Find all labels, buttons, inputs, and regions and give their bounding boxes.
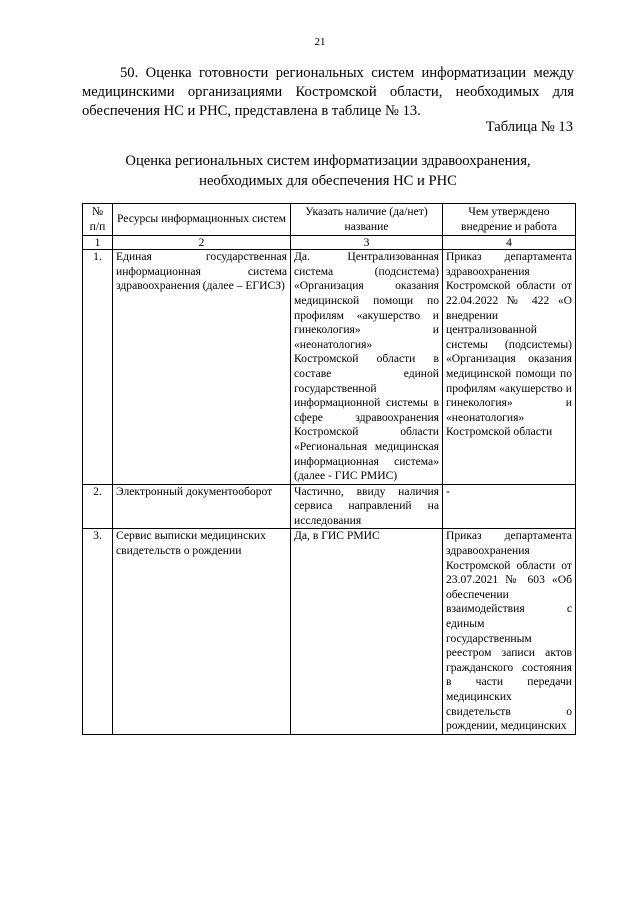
column-number-cell: 2 [113, 236, 291, 250]
column-number-cell: 4 [443, 236, 576, 250]
row-resource-cell: Единая государственная информационная система здравоохранения (далее – ЕГИСЗ) [113, 250, 291, 485]
header-cell-approval: Чем утверждено внедрение и работа [443, 204, 576, 236]
row-number-cell: 1. [83, 250, 113, 485]
intro-paragraph: 50. Оценка готовности региональных систем информатизации между медицинскими организациями Костромской области, необходимых для обеспечения НС и РНС, представлена в таблице № 13. [82, 65, 574, 119]
table-title-line-1: Оценка региональных систем информатизации здравоохранения, [125, 153, 531, 169]
row-availability-cell: Частично, ввиду наличия сервиса направлений на исследования [291, 484, 443, 529]
page-number: 21 [314, 36, 326, 48]
row-availability-cell: Да. Централизованная система (подсистема) «Организация оказания медицинской помощи по профилям «акушерство и гинекология» и «неонатология» Костромской области в составе единой государственной информационной системы в сфере здравоохранения Костромской области «Региональная медицинская информационная система» (далее - ГИС РМИС) [291, 250, 443, 485]
table-title [82, 151, 574, 191]
assessment-table [82, 203, 576, 735]
column-number-cell: 3 [291, 236, 443, 250]
row-number-cell: 3. [83, 529, 113, 734]
row-availability-cell: Да, в ГИС РМИС [291, 529, 443, 734]
table-row [83, 250, 576, 485]
table-row [83, 484, 576, 529]
table-column-number-row [83, 236, 576, 250]
header-cell-resource: Ресурсы информационных систем [113, 204, 291, 236]
table-label: Таблица № 13 [485, 119, 573, 135]
row-resource-cell: Сервис выписки медицинских свидетельств о рождении [113, 529, 291, 734]
row-number-cell: 2. [83, 484, 113, 529]
table-title-line-2: необходимых для обеспечения НС и РНС [199, 173, 457, 189]
row-approval-cell: Приказ департамента здравоохранения Костромской области от 23.07.2021 № 603 «Об обеспечении взаимодействия с единым государственным реестром записи актов гражданского состояния в части передачи медицинских свидетельств о рождении, медицинских [443, 529, 576, 734]
header-cell-number: № п/п [83, 204, 113, 236]
header-cell-availability: Указать наличие (да/нет) название [291, 204, 443, 236]
column-number-cell: 1 [83, 236, 113, 250]
row-approval-cell: Приказ департамента здравоохранения Костромской области от 22.04.2022 № 422 «О внедрении централизованной системы (подсистемы) «Организация оказания медицинской помощи по профилям «акушерство и гинекология» и «неонатология» Костромской области [443, 250, 576, 485]
row-approval-cell: - [443, 484, 576, 529]
table-row [83, 529, 576, 734]
row-resource-cell: Электронный документооборот [113, 484, 291, 529]
table-header-row [83, 204, 576, 236]
